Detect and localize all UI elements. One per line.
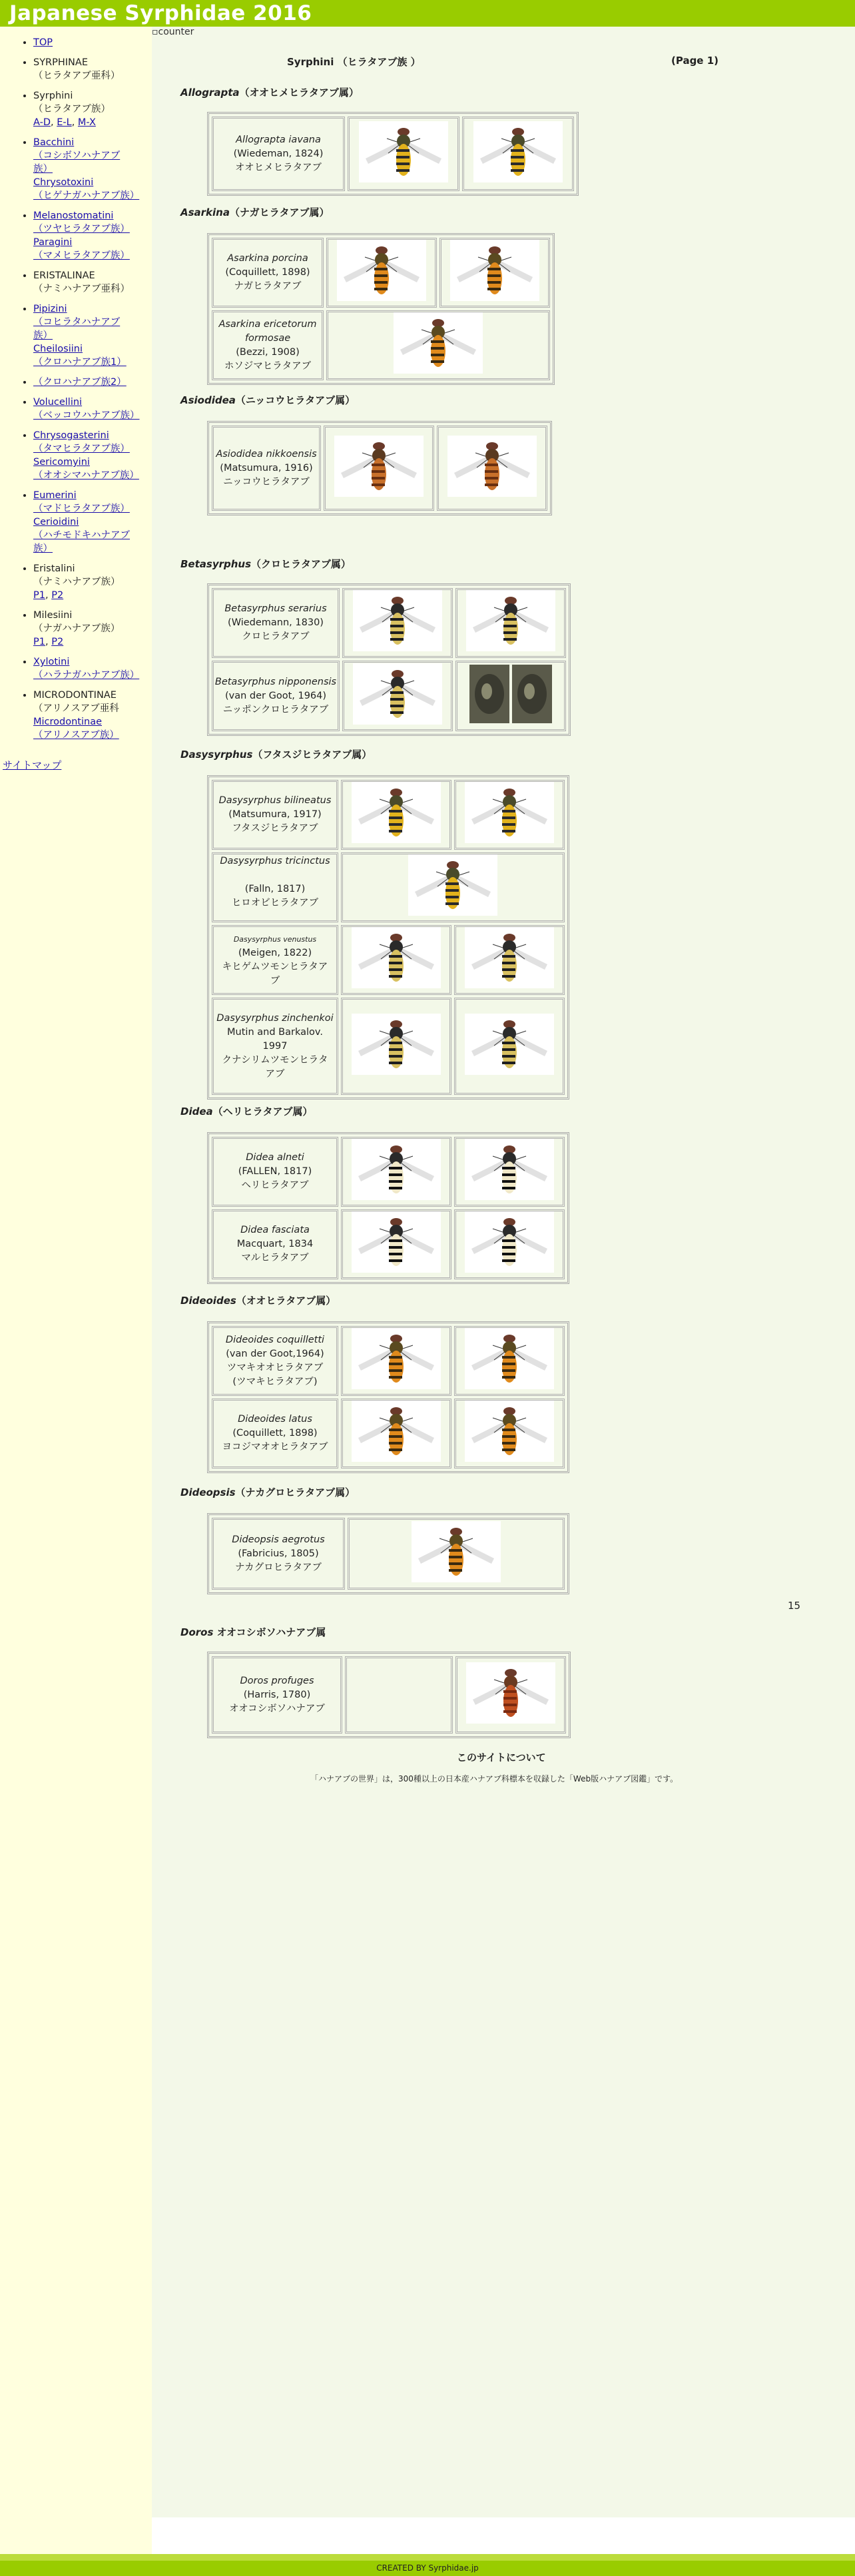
genus-jp: （ニッコウヒラタアブ属）: [235, 394, 356, 406]
specimen-photo[interactable]: [353, 663, 442, 729]
photo-cell: [341, 1137, 451, 1207]
genus-name: Dideopsis: [180, 1486, 236, 1498]
photo-cell: [326, 310, 550, 380]
chrysotoxini-jp-label: （ヒゲナガハナアブ族）: [33, 190, 140, 201]
table-row: [212, 1518, 565, 1590]
syrphini-mx-link[interactable]: M-X: [77, 117, 96, 128]
chrysogasterini-jp-label: （タマヒラタアブ族）: [33, 444, 130, 454]
photo-cell: [462, 117, 574, 191]
syrphinae-label: SYRPHINAE: [33, 57, 88, 68]
species-table: [207, 112, 579, 196]
species-table: [207, 1652, 571, 1738]
sericomyini-jp-label: （オオシマハナアブ族）: [33, 470, 139, 481]
species-name-cell: [212, 238, 324, 308]
table-row: [212, 1399, 565, 1468]
sidebar-item-bacchini: [33, 136, 152, 202]
species-jp-name: キヒゲムツモンヒラタア: [222, 961, 328, 972]
specimen-photo[interactable]: [352, 1328, 441, 1394]
specimen-photo[interactable]: [394, 312, 483, 378]
species-jp-name: マルヒラタアブ: [241, 1253, 309, 1263]
species-author: (Coquillett, 1898): [232, 1428, 318, 1439]
about-title: このサイトについて: [457, 1752, 546, 1764]
syrphini-jp-label: （ヒラタアブ族）: [33, 104, 111, 115]
species-author: (Fabricius, 1805): [238, 1548, 319, 1559]
species-jp-name: オオヒメヒラタアブ: [235, 162, 322, 173]
genus-name: Dideoides: [180, 1295, 236, 1307]
genus-heading-dideoides: [180, 1293, 336, 1307]
species-jp-name: クロヒラタアブ: [242, 631, 310, 642]
species-scientific-name: Betasyrphus serarius: [224, 603, 327, 614]
genus-jp: （オオヒラタアブ属）: [236, 1295, 336, 1307]
specimen-photo[interactable]: [337, 240, 426, 306]
genus-jp: （ナガヒラタアブ属）: [229, 206, 330, 218]
specimen-photo[interactable]: [334, 436, 424, 501]
chrysotoxini-label: Chrysotoxini: [33, 177, 94, 188]
bacchini-jp-label: （コシボソハナアブ: [33, 151, 121, 161]
table-row: [212, 1326, 565, 1396]
species-jp-name-2: ブ: [270, 975, 280, 986]
melanostomatini-link[interactable]: [33, 210, 130, 234]
specimen-photo[interactable]: [352, 1211, 441, 1277]
genus-jp: （ヘリヒラタアブ属）: [212, 1106, 313, 1118]
main-content: [152, 27, 855, 2517]
milesiini-p2-link[interactable]: P2: [51, 637, 64, 647]
syrphini-label: Syrphini: [33, 91, 73, 101]
genus-jp: （フタスジヒラタアブ属）: [252, 749, 372, 761]
chrysogasterini-link[interactable]: [33, 430, 130, 454]
genus-name: Dasysyrphus: [180, 749, 253, 761]
photo-cell: [454, 925, 565, 995]
species-author: (Coquillett, 1898): [225, 267, 310, 278]
species-table: [207, 233, 555, 385]
species-jp-name-2: アブ: [265, 1068, 285, 1080]
melanostomatini-jp-label: （ツヤヒラタアブ族）: [33, 224, 130, 234]
eristalini-jp-label: （ナミハナアブ族）: [33, 577, 121, 587]
species-jp-name-2: (ツマキヒラタアブ): [232, 1376, 318, 1387]
genus-heading-allograpta: [180, 85, 359, 99]
species-author: (Wiedemann, 1830): [228, 617, 324, 628]
photo-cell: [342, 661, 453, 731]
species-scientific-name: Allograpta iavana: [236, 134, 321, 145]
cerioidini-label: Cerioidini: [33, 517, 79, 527]
genus-heading-asiodidea: [180, 393, 355, 407]
specimen-photo[interactable]: [465, 1014, 554, 1080]
cheilosiini-label: Cheilosiini: [33, 344, 83, 354]
eristalini-p2-link[interactable]: P2: [51, 590, 64, 601]
xylotini-link[interactable]: [33, 657, 139, 681]
genus-name: Didea: [180, 1106, 213, 1118]
specimen-photo[interactable]: [465, 927, 554, 993]
sidebar-nav: [0, 27, 152, 742]
cheilosiini-link[interactable]: [33, 344, 127, 368]
species-name-cell: [212, 925, 338, 995]
species-author: (van der Goot,1964): [226, 1348, 324, 1359]
page-number: 15: [788, 1600, 801, 1612]
species-author: Macquart, 1834: [236, 1239, 314, 1249]
genus-jp: （ナカグロヒラタアブ属）: [235, 1486, 356, 1498]
pipizini-link[interactable]: [33, 304, 120, 341]
sidebar: [0, 27, 152, 2554]
species-author: (Harris, 1780): [243, 1689, 311, 1700]
species-scientific-name: Dasysyrphus venustus: [233, 934, 317, 944]
specimen-photo[interactable]: [359, 121, 448, 187]
specimen-closeup-photo[interactable]: [469, 665, 509, 728]
photo-cell: [454, 780, 565, 850]
species-name-cell: [212, 1137, 338, 1207]
cerioidini-jp-label-2: 族）: [33, 543, 53, 554]
eristalini-label: Eristalini: [33, 563, 75, 574]
sidebar-item-volucellini: [33, 396, 152, 422]
genus-name: Betasyrphus: [180, 558, 252, 570]
eristalinae-label: ERISTALINAE: [33, 270, 95, 281]
sidebar-item-melanostomatini: [33, 209, 152, 262]
specimen-photo[interactable]: [465, 782, 554, 848]
species-name-cell: [212, 426, 321, 511]
species-scientific-name: Dideopsis aegrotus: [232, 1534, 325, 1545]
species-author: (Matsumura, 1916): [220, 462, 313, 474]
sidebar-item-milesiini: • Milesiini （ナガハナアブ族） P1, P2: [33, 609, 152, 649]
genus-name: Asarkina: [180, 206, 230, 218]
sitemap-link[interactable]: サイトマップ: [3, 759, 62, 771]
eristalinae-jp-label: （ナミハナアブ亜科）: [33, 284, 130, 294]
chrysotoxini-link[interactable]: [33, 177, 139, 201]
photo-cell: [348, 117, 459, 191]
eumerini-label: Eumerini: [33, 490, 77, 501]
genus-heading-didea: [180, 1104, 313, 1118]
sidebar-item-syrphini: • Syrphini （ヒラタアブ族） A-D, E-L, M-X: [33, 89, 152, 129]
species-scientific-name: Didea fasciata: [240, 1225, 310, 1235]
genus-heading-asarkina: [180, 205, 330, 219]
microdontinae-label: MICRODONTINAE: [33, 690, 117, 701]
sidebar-item-eristalinae: [33, 269, 152, 296]
sidebar-item-cheilosiini-2: [33, 376, 152, 389]
genus-jp: （オオヒメヒラタアブ属）: [239, 87, 359, 99]
specimen-photo[interactable]: [408, 854, 497, 920]
sidebar-item-pipizini: [33, 302, 152, 369]
species-scientific-name: Asarkina ericetorum formosae: [218, 318, 317, 344]
site-title: Japanese Syrphidae 2016: [9, 1, 312, 25]
photo-cell: [341, 1399, 451, 1468]
species-jp-name: ヨコジマオオヒラタアブ: [222, 1442, 328, 1452]
chrysogasterini-label: Chrysogasterini: [33, 430, 109, 441]
photo-cell: [341, 1326, 451, 1396]
species-scientific-name: Dideoides coquilletti: [225, 1334, 325, 1345]
about-text: 「ハナアブの世界」は，300種以上の日本産ハナアブ科標本を収録した「Web版ハナアブ図鑑」です。: [310, 1774, 679, 1783]
footer-credit: CREATED BY Syrphidae.jp: [376, 2563, 479, 2573]
photo-cell: [454, 1326, 565, 1396]
specimen-photo[interactable]: [465, 1401, 554, 1466]
microdontinae-link-label: Microdontinae: [33, 717, 103, 727]
volucellini-jp-label: （ベッコウハナアブ族）: [33, 410, 140, 421]
photo-cell: [342, 588, 453, 658]
melanostomatini-label: Melanostomatini: [33, 210, 114, 221]
microdontinae-jp-label: （アリノスアブ亜科: [33, 703, 119, 714]
microdontinae-link[interactable]: [33, 717, 119, 741]
table-row: [212, 998, 565, 1095]
sidebar-item-syrphinae: [33, 56, 152, 83]
species-name-cell: [212, 1656, 342, 1734]
specimen-photo[interactable]: [352, 782, 441, 848]
table-row: [212, 426, 547, 511]
species-scientific-name: Dasysyrphus tricinctus: [220, 856, 330, 866]
species-scientific-name: Didea alneti: [246, 1152, 304, 1163]
species-jp-name: ホソジマヒラタアブ: [224, 360, 312, 372]
table-row: [212, 117, 574, 191]
genus-heading-doros: [180, 1625, 326, 1639]
species-scientific-name: Betasyrphus nipponensis: [214, 676, 337, 687]
species-name-cell: [212, 1399, 338, 1468]
syrphini-ad-link[interactable]: A-D: [33, 117, 51, 128]
species-author: (Matsumura, 1917): [228, 809, 322, 820]
genus-name: Doros: [180, 1626, 214, 1638]
species-name-cell: [212, 1518, 345, 1590]
species-name-cell: [212, 780, 338, 850]
genus-name: Allograpta: [180, 87, 240, 99]
species-scientific-name: Dasysyrphus bilineatus: [218, 795, 332, 806]
species-table: [207, 1321, 569, 1473]
sidebar-item-eumerini: [33, 489, 152, 555]
photo-cell: [341, 852, 565, 922]
specimen-photo[interactable]: [353, 590, 442, 656]
sericomyini-link[interactable]: [33, 457, 139, 481]
page-title: Syrphini （ヒラタアブ族 ）: [287, 56, 421, 68]
specimen-photo[interactable]: [352, 1014, 441, 1080]
species-table: [207, 1132, 569, 1284]
specimen-photo[interactable]: [473, 121, 563, 187]
species-scientific-name: Asiodidea nikkoensis: [216, 448, 317, 460]
photo-cell: [455, 1656, 566, 1734]
species-author: (van der Goot, 1964): [224, 690, 327, 701]
specimen-photo[interactable]: [466, 1662, 555, 1728]
table-row: [212, 1656, 566, 1734]
species-table: [207, 775, 569, 1100]
paragini-link[interactable]: [33, 237, 130, 261]
specimen-photo[interactable]: [466, 590, 555, 656]
photo-cell: [341, 925, 451, 995]
species-jp-name: ニッポンクロヒラタアブ: [222, 704, 329, 715]
photo-cell: [455, 588, 566, 658]
species-author: (Falln, 1817): [244, 884, 306, 894]
genus-heading-dideopsis: [180, 1485, 355, 1499]
eumerini-jp-label: （マドヒラタアブ族）: [33, 503, 130, 514]
page-label: (Page 1): [671, 55, 718, 67]
pipizini-label: Pipizini: [33, 304, 67, 314]
counter-alt-text: counter: [158, 27, 194, 37]
species-author: (Bezzi, 1908): [236, 346, 300, 358]
species-scientific-name: Dasysyrphus zinchenkoi: [216, 1012, 334, 1024]
species-jp-name: ツマキオオヒラタアブ: [226, 1362, 324, 1373]
syrphini-el-link[interactable]: E-L: [57, 117, 72, 128]
species-name-cell: [212, 852, 338, 922]
bacchini-label: Bacchini: [33, 137, 75, 148]
top-link[interactable]: TOP: [33, 37, 53, 48]
cheilosiini-jp-label: （クロハナアブ族1）: [33, 357, 127, 368]
sericomyini-label: Sericomyini: [33, 457, 90, 468]
table-row: [212, 1137, 565, 1207]
specimen-photo[interactable]: [450, 240, 539, 306]
milesiini-jp-label: （ナガハナアブ族）: [33, 623, 121, 634]
specimen-photo[interactable]: [412, 1521, 501, 1587]
species-name-cell: [212, 661, 340, 731]
pipizini-jp-label-2: 族）: [33, 330, 53, 341]
species-author: Mutin and Barkalov. 1997: [227, 1026, 323, 1052]
broken-image-icon: ▫: [152, 27, 158, 37]
photo-cell: [324, 426, 434, 511]
paragini-jp-label: （マメヒラタアブ族）: [33, 250, 130, 261]
footer-band: [0, 2554, 855, 2561]
cerioidini-jp-label: （ハチモドキハナアブ: [33, 530, 130, 541]
species-scientific-name: Asarkina porcina: [227, 253, 308, 264]
table-row: [212, 588, 566, 658]
volucellini-label: Volucellini: [33, 397, 83, 408]
species-jp-name: オオコシボソハナアブ: [229, 1703, 325, 1714]
photo-cell: [341, 780, 451, 850]
table-row: [212, 238, 550, 308]
genus-jp: オオコシボソハナアブ属: [216, 1626, 326, 1638]
sidebar-item-chrysogasterini: [33, 429, 152, 482]
sidebar-item-top: [33, 36, 152, 49]
species-name-cell: [212, 1326, 338, 1396]
species-name-cell: [212, 117, 345, 191]
species-jp-name: ヒロオビヒラタアブ: [231, 898, 319, 908]
species-author: (Meigen, 1822): [238, 947, 312, 958]
species-name-cell: [212, 310, 324, 380]
cerioidini-link[interactable]: [33, 517, 130, 554]
photo-cell: [326, 238, 437, 308]
cheilosiini-2-link[interactable]: （クロハナアブ族2）: [33, 377, 127, 388]
species-table: [207, 1513, 569, 1594]
specimen-photo[interactable]: [465, 1139, 554, 1205]
empty-photo-cell: [345, 1656, 453, 1734]
pipizini-jp-label: （コヒラタハナアブ: [33, 317, 121, 328]
eumerini-link[interactable]: [33, 490, 130, 514]
photo-cell: [454, 1137, 565, 1207]
table-row: [212, 1209, 565, 1279]
xylotini-jp-label: （ハラナガハナアブ族）: [33, 670, 140, 681]
species-jp-name: クナシリムツモンヒラタ: [222, 1054, 328, 1066]
species-table: [207, 421, 552, 515]
table-row: [212, 925, 565, 995]
sidebar-item-eristalini: • Eristalini （ナミハナアブ族） P1, P2: [33, 562, 152, 602]
specimen-photo[interactable]: [352, 1401, 441, 1466]
table-row: [212, 852, 565, 922]
species-table: [207, 583, 571, 736]
photo-cell: [454, 998, 565, 1095]
specimen-photo[interactable]: [352, 1139, 441, 1205]
species-jp-name: ナカグロヒラタアブ: [234, 1562, 322, 1573]
bacchini-link[interactable]: [33, 137, 120, 174]
syrphinae-jp-label: （ヒラタアブ亜科）: [33, 71, 121, 81]
photo-cell: [437, 426, 547, 511]
specimen-photo[interactable]: [352, 927, 441, 993]
genus-heading-dasysyrphus: [180, 747, 372, 761]
genus-jp: （クロヒラタアブ属）: [251, 558, 351, 570]
table-row: [212, 780, 565, 850]
genus-heading-betasyrphus: [180, 557, 351, 571]
site-footer: [0, 2554, 855, 2576]
table-row: [212, 661, 566, 731]
microdontinae-link-jp-label: （アリノスアブ族）: [33, 730, 119, 741]
milesiini-label: Milesiini: [33, 610, 73, 621]
specimen-closeup-photo[interactable]: [512, 665, 552, 728]
species-name-cell: [212, 1209, 338, 1279]
photo-cell: [341, 998, 451, 1095]
photo-cell: [454, 1209, 565, 1279]
paragini-label: Paragini: [33, 237, 73, 248]
species-author: (FALLEN, 1817): [238, 1166, 312, 1177]
genus-name: Asiodidea: [180, 394, 236, 406]
photo-cell: [455, 661, 566, 731]
species-jp-name: ナガヒラタアブ: [234, 281, 302, 292]
volucellini-link[interactable]: [33, 397, 140, 421]
site-header: [0, 0, 855, 27]
species-name-cell: [212, 998, 338, 1095]
specimen-photo[interactable]: [447, 436, 537, 501]
sidebar-item-xylotini: [33, 655, 152, 682]
photo-cell: [348, 1518, 565, 1590]
specimen-photo[interactable]: [465, 1211, 554, 1277]
photo-cell: [341, 1209, 451, 1279]
species-name-cell: [212, 588, 340, 658]
specimen-photo[interactable]: [465, 1328, 554, 1394]
species-scientific-name: Doros profuges: [240, 1675, 314, 1686]
counter-image: [152, 27, 194, 37]
milesiini-p1-link[interactable]: P1: [33, 637, 45, 647]
xylotini-label: Xylotini: [33, 657, 70, 667]
species-jp-name: ヘリヒラタアブ: [241, 1180, 309, 1191]
species-scientific-name: Dideoides latus: [238, 1414, 312, 1425]
bacchini-jp-label-2: 族）: [33, 164, 53, 174]
species-jp-name: ニッコウヒラタアブ: [223, 476, 310, 487]
species-jp-name: フタスジヒラタアブ: [232, 823, 318, 834]
species-author: (Wiedeman, 1824): [233, 148, 324, 159]
photo-cell: [454, 1399, 565, 1468]
eristalini-p1-link[interactable]: P1: [33, 590, 45, 601]
table-row: [212, 310, 550, 380]
photo-cell: [439, 238, 550, 308]
sidebar-item-microdontinae: [33, 689, 152, 742]
